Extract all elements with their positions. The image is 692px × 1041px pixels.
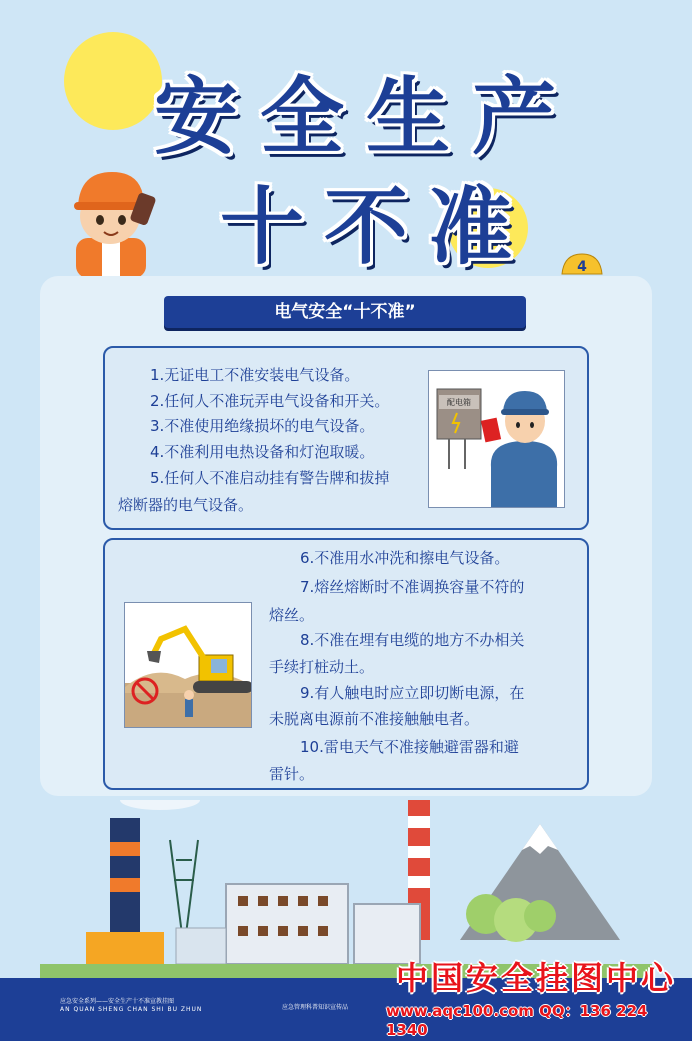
rule-line: 3.不准使用绝缘损坏的电气设备。 [150, 417, 375, 435]
footer-producer: 应急管理科普知识宣传品 [282, 1004, 349, 1011]
rule-line: 7.熔丝熔断时不准调换容量不符的 [300, 578, 525, 596]
rule-line: 熔断器的电气设备。 [118, 496, 254, 514]
distribution-box-label: 配电箱 [447, 398, 471, 407]
footer-series-title: 应急安全系列——安全生产十不准宣教挂图 [60, 998, 175, 1005]
poster-title-line1: 安全生产 [153, 68, 578, 166]
worker-mascot-icon [62, 158, 162, 278]
section-heading: 电气安全“十不准” [164, 296, 526, 328]
rule-line: 9.有人触电时应立即切断电源，在 [300, 684, 525, 702]
excavator-illustration [124, 602, 252, 728]
poster-title-line2: 十不准 [219, 178, 532, 276]
watermark-name: 中国安全挂图中心 [396, 959, 677, 997]
electrician-illustration [428, 370, 565, 508]
rule-line: 6.不准用水冲洗和擦电气设备。 [300, 549, 510, 567]
rule-line: 手续打桩动土。 [269, 658, 375, 676]
rule-line: 未脱离电源前不准接触触电者。 [269, 710, 480, 728]
rule-line: 1.无证电工不准安装电气设备。 [150, 366, 360, 384]
watermark-contact: www.aqc100.com QQ：136 224 1340 [386, 1002, 648, 1039]
rule-line: 熔丝。 [269, 606, 315, 624]
rule-line: 5.任何人不准启动挂有警告牌和拔掉 [150, 469, 390, 487]
footer-series-pinyin: AN QUAN SHENG CHAN SHI BU ZHUN [60, 1006, 203, 1013]
rule-line: 4.不准利用电热设备和灯泡取暖。 [150, 443, 375, 461]
hard-hat-badge-icon [560, 252, 604, 276]
badge-number: 4 [577, 259, 587, 275]
rule-line: 雷针。 [269, 765, 315, 783]
rule-line: 2.任何人不准玩弄电气设备和开关。 [150, 392, 390, 410]
rule-line: 8.不准在埋有电缆的地方不办相关 [300, 631, 525, 649]
rule-line: 10.雷电天气不准接触避雷器和避 [300, 738, 519, 756]
